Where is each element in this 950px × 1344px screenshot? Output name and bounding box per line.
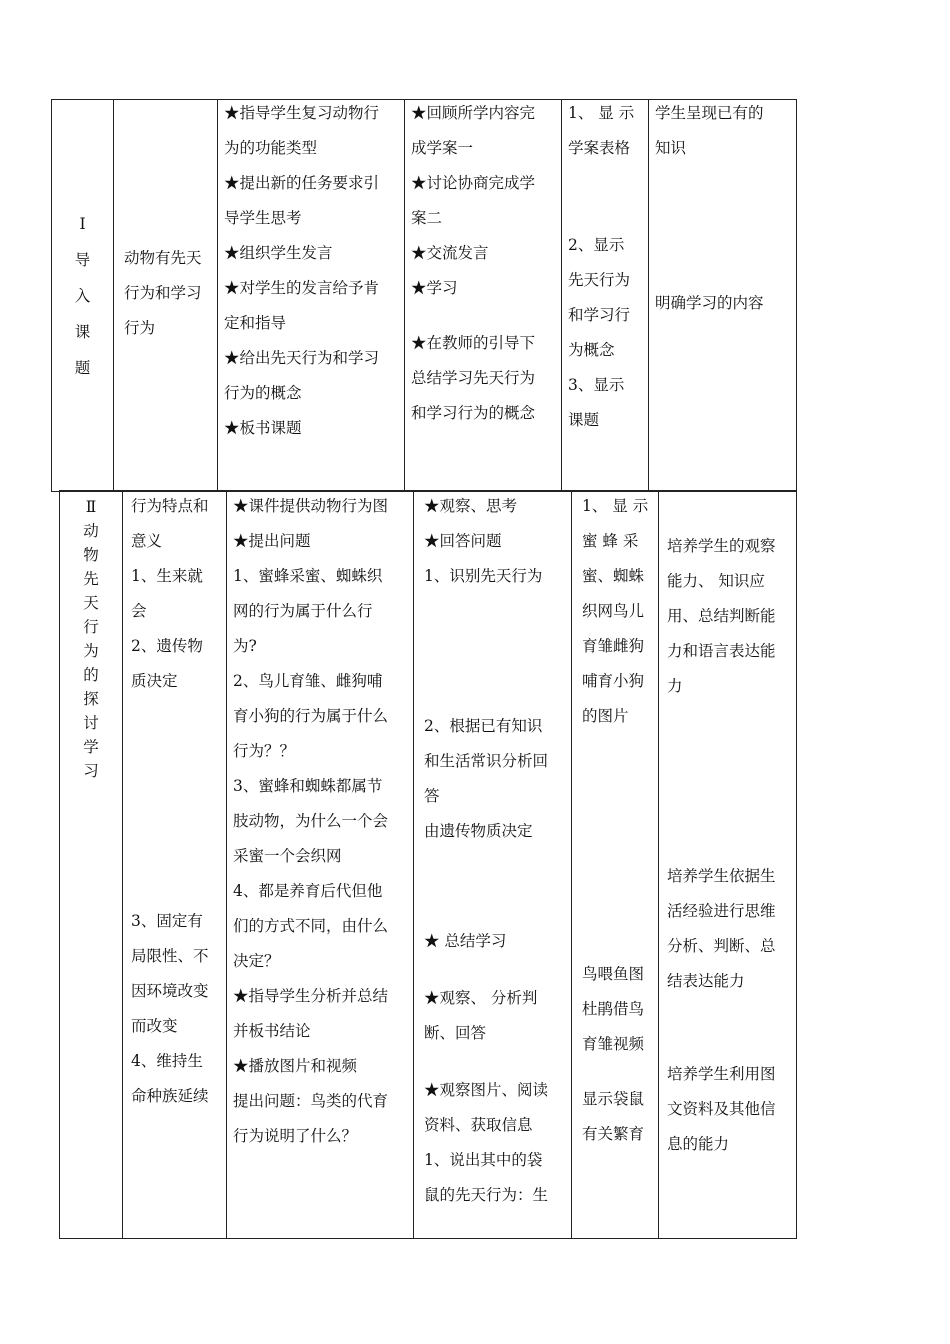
- teacher-activity-line: ★指导学生复习动物行: [224, 104, 380, 122]
- stage-char: 物: [83, 546, 99, 564]
- media-line: 课题: [568, 411, 600, 429]
- content-line: 命种族延续: [131, 1087, 209, 1105]
- stage-char: 讨: [83, 714, 99, 732]
- purpose-line: 分析、判断、总: [667, 937, 776, 955]
- student-activity-line: 总结学习先天行为: [411, 369, 536, 387]
- purpose-line: 明确学习的内容: [655, 294, 764, 312]
- teacher-activity-line: 行为的概念: [224, 384, 302, 402]
- teacher-activity-cell-innate: [227, 491, 414, 1239]
- student-activity-line: 资料、获取信息: [424, 1116, 533, 1134]
- purpose-line: 能力、 知识应: [667, 572, 765, 590]
- student-activity-line: ★交流发言: [411, 244, 489, 262]
- teacher-activity-line: ★组织学生发言: [224, 244, 333, 262]
- content-line: 行为特点和: [131, 497, 209, 515]
- stage-char: 课: [74, 322, 91, 341]
- purpose-cell-innate: [659, 491, 797, 1239]
- purpose-line: 培养学生利用图: [667, 1065, 776, 1083]
- media-line: 先天行为: [568, 271, 631, 289]
- teacher-activity-line: 决定？: [233, 952, 280, 970]
- student-activity-line: 由遗传物质决定: [424, 822, 533, 840]
- media-line: 1、 显 示: [568, 104, 635, 122]
- stage-cell-intro: [52, 100, 114, 492]
- media-line: 2、显示: [568, 236, 625, 254]
- purpose-line: 力: [667, 677, 683, 695]
- student-activity-cell-innate: [414, 491, 572, 1239]
- content-line: 会: [131, 602, 147, 620]
- teacher-activity-line: ★提出新的任务要求引: [224, 174, 380, 192]
- teacher-activity-line: ★指导学生分析并总结: [233, 987, 389, 1005]
- student-activity-line: 1、说出其中的袋: [424, 1151, 543, 1169]
- teacher-activity-line: 并板书结论: [233, 1022, 311, 1040]
- stage-char: 探: [83, 690, 99, 708]
- stage-char: 天: [83, 594, 99, 612]
- content-line: 行为和学习: [124, 284, 202, 302]
- content-line: 行为: [124, 319, 156, 337]
- media-line: 学案表格: [568, 139, 631, 157]
- media-line: 的图片: [582, 707, 629, 725]
- stage-char: 为: [83, 642, 99, 660]
- student-activity-line: 2、根据已有知识: [424, 717, 543, 735]
- content-cell-innate: [123, 491, 227, 1239]
- media-line: 哺育小狗: [582, 672, 645, 690]
- stage-char: 入: [74, 286, 91, 305]
- student-activity-line: ★在教师的引导下: [411, 334, 536, 352]
- student-activity-cell-intro: [405, 100, 562, 492]
- purpose-line: 培养学生依据生: [667, 867, 776, 885]
- teacher-activity-line: 为?: [233, 637, 257, 655]
- teacher-activity-line: ★课件提供动物行为图: [233, 497, 389, 515]
- teacher-activity-line: 1、蜜蜂采蜜、蜘蛛织: [233, 567, 383, 585]
- student-activity-line: 成学案一: [411, 139, 474, 157]
- media-line: 鸟喂鱼图: [582, 965, 645, 983]
- stage-char: 的: [83, 666, 99, 684]
- purpose-line: 力和语言表达能: [667, 642, 776, 660]
- student-activity-line: ★讨论协商完成学: [411, 174, 536, 192]
- media-line: 蜜 蜂 采: [582, 532, 639, 550]
- purpose-line: 结表达能力: [667, 972, 745, 990]
- purpose-line: 学生呈现已有的: [655, 104, 764, 122]
- teacher-activity-line: 行为说明了什么？: [233, 1127, 358, 1145]
- stage-char: 先: [83, 570, 99, 588]
- student-activity-line: 和生活常识分析回: [424, 752, 549, 770]
- purpose-line: 文资料及其他信: [667, 1100, 776, 1118]
- teacher-activity-line: 采蜜一个会织网: [233, 847, 342, 865]
- purpose-cell-intro: [649, 100, 797, 492]
- media-line: 1、 显 示: [582, 497, 649, 515]
- media-line: 育雏雌狗: [582, 637, 645, 655]
- student-activity-line: 断、回答: [424, 1024, 487, 1042]
- stage-cell-innate: [60, 491, 123, 1239]
- teacher-activity-line: ★给出先天行为和学习: [224, 349, 380, 367]
- content-line: 动物有先天: [124, 249, 202, 267]
- teacher-activity-line: 们的方式不同，由什么: [233, 917, 389, 935]
- stage-char: 题: [74, 358, 91, 377]
- stage-char: 行: [83, 618, 99, 636]
- teacher-activity-line: 2、鸟儿育雏、雌狗哺: [233, 672, 383, 690]
- teacher-activity-line: 育小狗的行为属于什么: [233, 707, 389, 725]
- teacher-activity-line: 肢动物，为什么一个会: [233, 812, 389, 830]
- student-activity-line: 1、识别先天行为: [424, 567, 543, 585]
- teacher-activity-line: 网的行为属于什么行: [233, 602, 373, 620]
- media-line: 显示袋鼠: [582, 1090, 645, 1108]
- teacher-activity-line: 提出问题：鸟类的代育: [233, 1092, 389, 1110]
- teacher-activity-line: 3、蜜蜂和蜘蛛都属节: [233, 777, 383, 795]
- media-line: 蜜、蜘蛛: [582, 567, 645, 585]
- media-cell-innate: [572, 491, 659, 1239]
- student-activity-line: ★回顾所学内容完: [411, 104, 536, 122]
- purpose-line: 知识: [655, 139, 687, 157]
- media-line: 杜鹃借鸟: [582, 1000, 645, 1018]
- content-line: 4、维持生: [131, 1052, 203, 1070]
- teacher-activity-cell-intro: [218, 100, 405, 492]
- media-line: 育雏视频: [582, 1035, 645, 1053]
- student-activity-line: ★回答问题: [424, 532, 502, 550]
- media-line: 3、显示: [568, 376, 625, 394]
- media-line: 和学习行: [568, 306, 631, 324]
- teacher-activity-line: ★提出问题: [233, 532, 311, 550]
- content-line: 因环境改变: [131, 982, 209, 1000]
- student-activity-line: 答: [424, 787, 440, 805]
- lesson-table-intro: [51, 99, 797, 492]
- content-line: 3、固定有: [131, 912, 203, 930]
- teacher-activity-line: 导学生思考: [224, 209, 302, 227]
- stage-char: 导: [74, 250, 91, 269]
- purpose-line: 活经验进行思维: [667, 902, 776, 920]
- teacher-activity-line: 4、都是养育后代但他: [233, 882, 383, 900]
- teacher-activity-line: 行为？？: [233, 742, 296, 760]
- teacher-activity-line: ★对学生的发言给予肯: [224, 279, 380, 297]
- stage-char: 习: [83, 762, 99, 780]
- content-line: 2、遗传物: [131, 637, 203, 655]
- content-line: 局限性、不: [131, 947, 209, 965]
- stage-char: 学: [83, 738, 99, 756]
- media-cell-intro: [562, 100, 649, 492]
- stage-char: 动: [83, 522, 99, 540]
- stage-char: Ⅱ: [85, 498, 97, 516]
- media-line: 为概念: [568, 341, 615, 359]
- stage-char: Ⅰ: [79, 214, 86, 233]
- teacher-activity-line: 为的功能类型: [224, 139, 318, 157]
- teacher-activity-line: 定和指导: [224, 314, 287, 332]
- purpose-line: 培养学生的观察: [667, 537, 776, 555]
- teacher-activity-line: ★板书课题: [224, 419, 302, 437]
- student-activity-line: 和学习行为的概念: [411, 404, 536, 422]
- lesson-table-innate: [59, 490, 797, 1239]
- purpose-line: 用、总结判断能: [667, 607, 776, 625]
- student-activity-line: ★学习: [411, 279, 458, 297]
- student-activity-line: 案二: [411, 209, 443, 227]
- media-line: 有关繁育: [582, 1125, 645, 1143]
- content-line: 1、生来就: [131, 567, 203, 585]
- student-activity-line: ★ 总结学习: [424, 932, 507, 950]
- student-activity-line: 鼠的先天行为：生: [424, 1186, 549, 1204]
- content-line: 而改变: [131, 1017, 178, 1035]
- media-line: 织网鸟儿: [582, 602, 645, 620]
- content-line: 质决定: [131, 672, 178, 690]
- purpose-line: 息的能力: [667, 1135, 730, 1153]
- student-activity-line: ★观察、思考: [424, 497, 518, 515]
- teacher-activity-line: ★播放图片和视频: [233, 1057, 358, 1075]
- student-activity-line: ★观察、 分析判: [424, 989, 538, 1007]
- student-activity-line: ★观察图片、阅读: [424, 1081, 549, 1099]
- content-cell-intro: [114, 100, 218, 492]
- content-line: 意义: [131, 532, 163, 550]
